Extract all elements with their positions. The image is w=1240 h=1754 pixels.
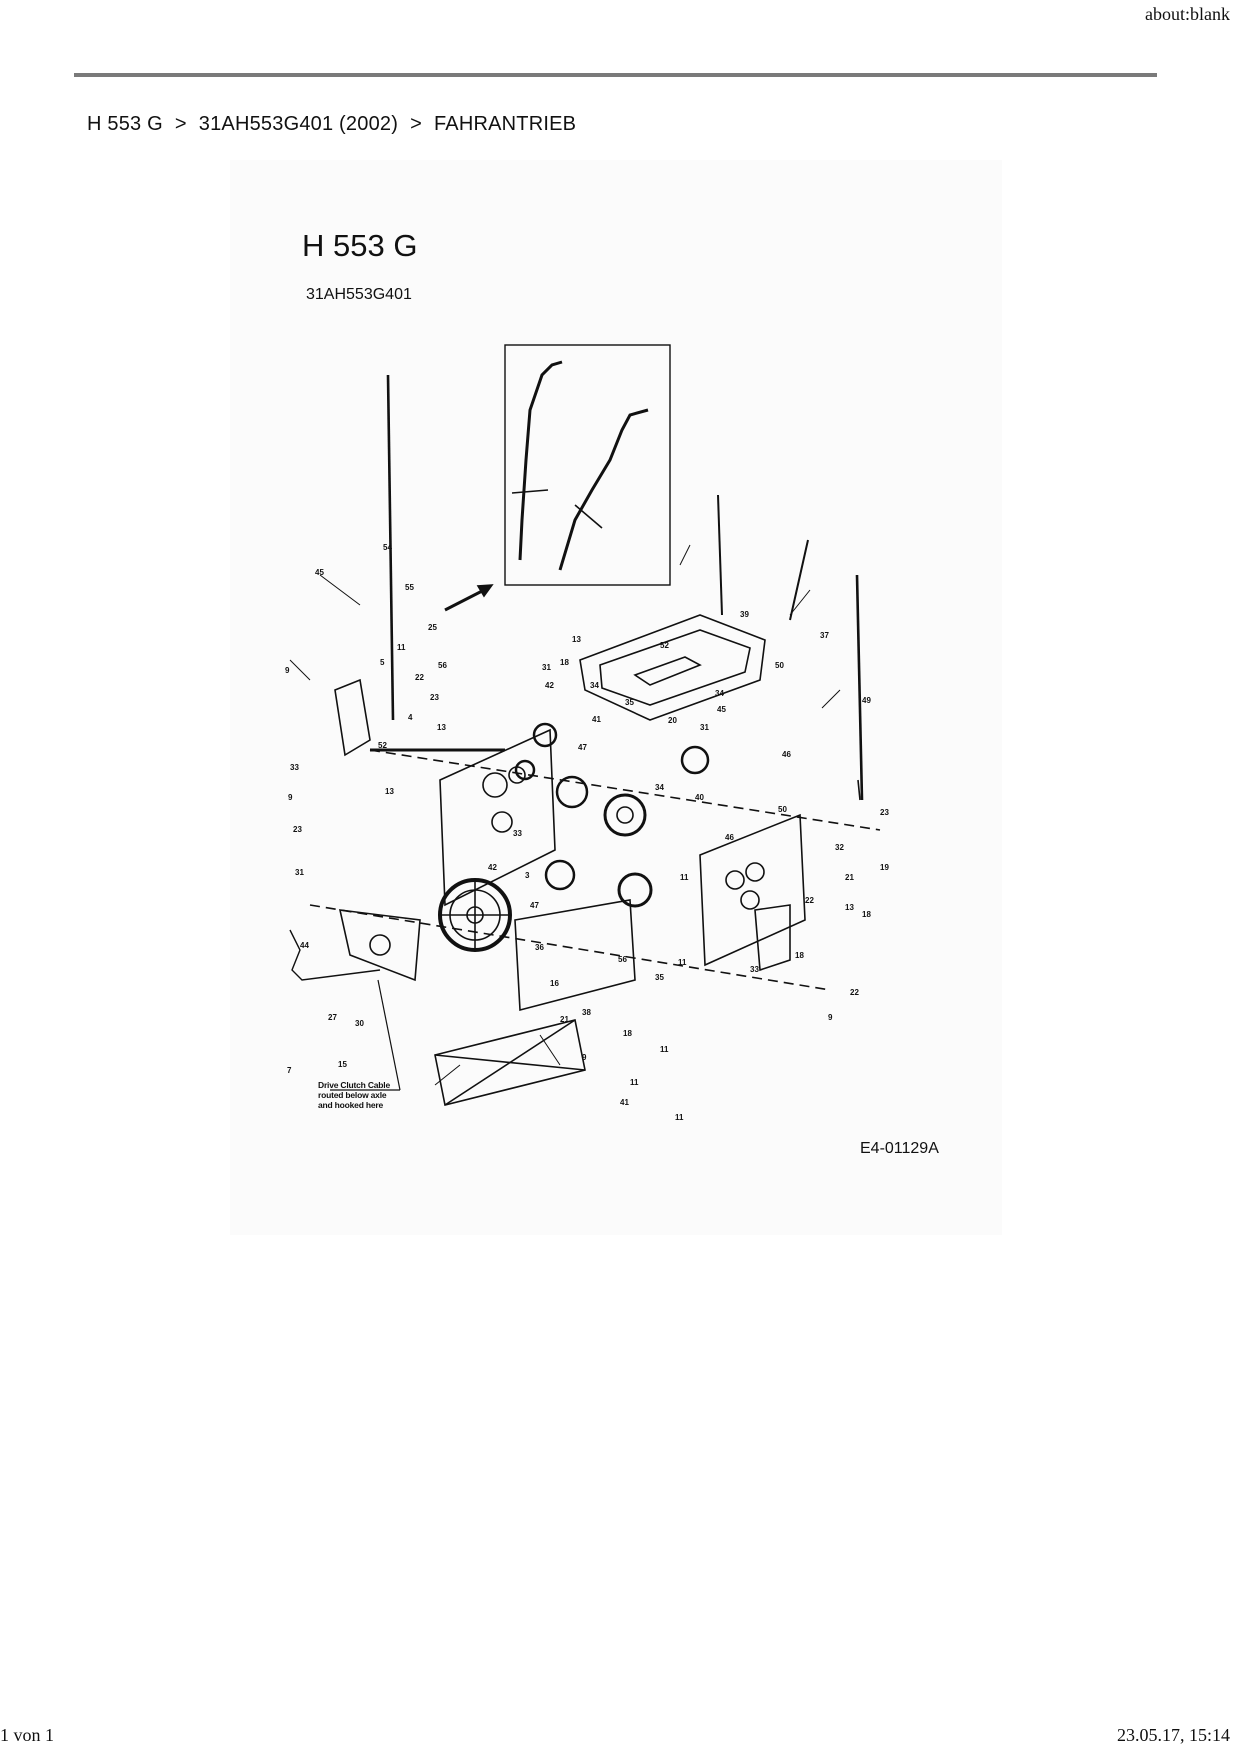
part-label: 9: [288, 793, 293, 802]
part-label: 9: [285, 666, 290, 675]
print-footer-datetime: 23.05.17, 15:14: [1116, 1725, 1230, 1745]
part-label: 31: [700, 723, 709, 732]
part-label: 22: [415, 673, 424, 682]
axle-shaft: [310, 905, 830, 990]
part-label: 21: [560, 1015, 569, 1024]
end-bracket-left: [335, 680, 370, 755]
part-label: 52: [660, 641, 669, 650]
inset-pointer-arrowhead: [478, 585, 492, 596]
part-label: 11: [678, 958, 687, 967]
handle-upper-right: [560, 410, 648, 570]
exploded-parts-diagram: [230, 160, 1002, 1235]
part-label: 30: [355, 1019, 364, 1028]
part-label: 11: [680, 873, 689, 882]
part-label: 23: [430, 693, 439, 702]
part-label: 7: [287, 1066, 292, 1075]
part-label: 18: [623, 1029, 632, 1038]
control-rod-41: [790, 540, 808, 620]
part-label: 9: [582, 1053, 587, 1062]
part-label: 34: [655, 783, 664, 792]
part-label: 45: [717, 705, 726, 714]
breadcrumb-separator: >: [174, 113, 187, 135]
part-label: 55: [405, 583, 414, 592]
part-label: 42: [488, 863, 497, 872]
part-label: 21: [845, 873, 854, 882]
part-label: 13: [437, 723, 446, 732]
part-label: 31: [295, 868, 304, 877]
part-label: 47: [530, 901, 539, 910]
part-label: 47: [578, 743, 587, 752]
clutch-cable: [290, 930, 380, 980]
part-label: 27: [328, 1013, 337, 1022]
part-label: 25: [428, 623, 437, 632]
part-label: 13: [385, 787, 394, 796]
breadcrumb-item-variant[interactable]: 31AH553G401 (2002): [198, 113, 399, 135]
part-label: 41: [592, 715, 601, 724]
friction-wheel: [605, 795, 645, 835]
part-label: 31: [542, 663, 551, 672]
part-label: 50: [775, 661, 784, 670]
part-label: 9: [828, 1013, 833, 1022]
part-label: 13: [572, 635, 581, 644]
part-label: 40: [695, 793, 704, 802]
part-label: 22: [805, 896, 814, 905]
part-label: 56: [438, 661, 447, 670]
shift-rod-right: [857, 575, 862, 800]
part-label: 5: [380, 658, 385, 667]
inset-handle-detail-box: [505, 345, 670, 585]
part-label: 19: [880, 863, 889, 872]
control-rod-42: [718, 495, 722, 615]
part-label: 38: [582, 1008, 591, 1017]
handle-cross-mark: [575, 505, 602, 528]
cable-note-line: routed below axle: [318, 1090, 387, 1100]
part-label: 45: [315, 568, 324, 577]
part-label: 16: [550, 979, 559, 988]
gear-right: [682, 747, 708, 773]
part-label: 56: [618, 955, 627, 964]
part-label: 37: [820, 631, 829, 640]
part-label: 18: [795, 951, 804, 960]
part-label: 35: [625, 698, 634, 707]
part-label: 36: [535, 943, 544, 952]
part-label: 11: [630, 1078, 639, 1087]
part-label: 41: [620, 1098, 629, 1107]
part-label: 50: [778, 805, 787, 814]
part-label: 46: [782, 750, 791, 759]
handle-upper-left: [520, 362, 562, 560]
part-label: 39: [740, 610, 749, 619]
part-label: 11: [660, 1045, 669, 1054]
drawing-code: E4-01129A: [860, 1140, 939, 1157]
part-label: 33: [513, 829, 522, 838]
breadcrumb-item-current: FAHRANTRIEB: [433, 113, 577, 135]
part-label: 54: [383, 543, 392, 552]
diagram-subtitle: 31AH553G401: [306, 286, 412, 303]
parts-drawing: [230, 160, 1002, 1235]
print-header-url: about:blank: [1145, 4, 1230, 24]
part-label: 13: [845, 903, 854, 912]
part-label: 33: [290, 763, 299, 772]
breadcrumb-item-model[interactable]: H 553 G: [87, 113, 163, 135]
end-plate-right: [755, 905, 790, 970]
part-label: 34: [715, 689, 724, 698]
cable-note-line: and hooked here: [318, 1100, 384, 1110]
sprocket-upper: [557, 777, 587, 807]
diagram-title: H 553 G: [302, 228, 418, 263]
part-label: 46: [725, 833, 734, 842]
part-label: 23: [293, 825, 302, 834]
chain-gear-lower: [546, 861, 574, 889]
part-label: 35: [655, 973, 664, 982]
part-label: 20: [668, 716, 677, 725]
part-label: 49: [862, 696, 871, 705]
part-label: 23: [880, 808, 889, 817]
part-label: 15: [338, 1060, 347, 1069]
part-label: 18: [560, 658, 569, 667]
breadcrumb: [87, 113, 576, 136]
part-label: 44: [300, 941, 309, 950]
part-label: 4: [408, 713, 413, 722]
part-label: 22: [850, 988, 859, 997]
part-label: 18: [862, 910, 871, 919]
part-label: 34: [590, 681, 599, 690]
breadcrumb-separator: >: [410, 113, 422, 135]
handle-cross-mark: [512, 490, 548, 493]
left-side-plate: [440, 730, 555, 905]
cable-routing-note: [318, 1080, 428, 1110]
part-label: 33: [750, 965, 759, 974]
part-label: 11: [397, 643, 406, 652]
part-label: 52: [378, 741, 387, 750]
part-label: 3: [525, 871, 530, 880]
upper-frame-plate: [580, 615, 765, 720]
part-label: 11: [675, 1113, 684, 1122]
header-divider: [74, 73, 1157, 77]
cable-note-line: Drive Clutch Cable: [318, 1080, 390, 1090]
part-label: 32: [835, 843, 844, 852]
part-label: 42: [545, 681, 554, 690]
print-footer-page: 1 von 1: [0, 1725, 54, 1745]
